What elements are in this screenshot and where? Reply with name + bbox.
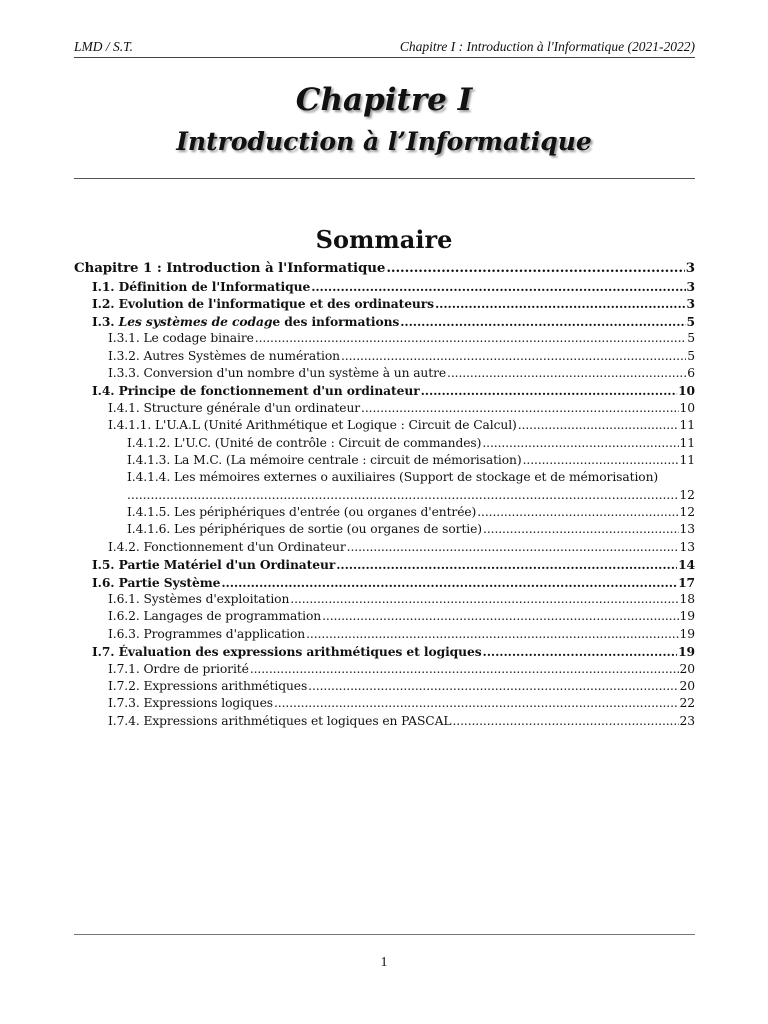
toc-entry[interactable] (74, 453, 695, 470)
toc-entry-label: I.2. Evolution de l'informatique et des ordinateurs (92, 296, 434, 312)
toc-entry-label: I.1. Définition de l'Informatique (92, 279, 311, 294)
header-course: LMD / S.T. (74, 39, 134, 54)
toc-entry-page: 17 (678, 574, 695, 590)
toc-entry-continuation[interactable] (74, 488, 695, 505)
header-chapter: Chapitre I : Introduction à l'Informatique (2021-2022) (399, 39, 695, 54)
toc-entry-page: 13 (679, 539, 695, 554)
footer-divider (74, 934, 695, 935)
toc-entry[interactable] (74, 331, 695, 348)
toc-entry-label: I.3. Les systèmes de codage des informations (92, 313, 400, 329)
toc-entry-page: 6 (687, 365, 695, 380)
toc-entry-label: I.7.2. Expressions arithmétiques (108, 678, 308, 693)
toc-entry-page: 23 (679, 713, 695, 728)
toc-entry[interactable] (74, 627, 695, 644)
toc-entry-page: 10 (679, 400, 695, 415)
toc-entry-page: 20 (679, 678, 695, 693)
toc-entry-label: I.4.1.5. Les périphériques d'entrée (ou organes d'entrée) (127, 505, 477, 520)
toc-entry-page: 12 (679, 487, 695, 502)
toc-entry[interactable] (74, 279, 695, 296)
title-divider (74, 178, 695, 179)
toc-entry-label: I.7.4. Expressions arithmétiques et logiques en PASCAL (108, 713, 452, 728)
toc-entry[interactable] (74, 696, 695, 713)
toc-entry-page: 3 (685, 260, 695, 276)
toc-entry-label: I.6. Partie Système (92, 574, 221, 590)
toc-entry-page: 19 (678, 644, 695, 660)
toc-entry-page: 19 (679, 609, 695, 624)
toc-entry-label: I.4. Principe de fonctionnement d'un ordinateur (92, 383, 420, 399)
table-of-contents (74, 260, 695, 731)
toc-entry[interactable] (74, 540, 695, 557)
toc-entry[interactable] (74, 349, 695, 366)
toc-entry-page: 3 (686, 279, 695, 294)
toc-entry[interactable] (74, 662, 695, 679)
toc-entry-label: I.3.3. Conversion d'un nombre d'un système à un autre (108, 365, 447, 380)
toc-entry-page: 5 (687, 348, 695, 363)
toc-entry[interactable] (74, 383, 695, 400)
toc-entry[interactable] (74, 522, 695, 539)
toc-entry-label: I.4.1.3. La M.C. (La mémoire centrale : circuit de mémorisation) (127, 452, 522, 467)
toc-entry-page: 19 (679, 626, 695, 641)
toc-entry-label: I.4.1.1. L'U.A.L (Unité Arithmétique et Logique : Circuit de Calcul) (108, 418, 517, 433)
toc-entry-label: I.4.1.2. L'U.C. (Unité de contrôle : Circuit de commandes) (127, 435, 482, 450)
toc-entry-label: I.6.1. Systèmes d'exploitation (108, 592, 290, 607)
toc-entry[interactable] (74, 401, 695, 418)
toc-entry[interactable] (74, 609, 695, 626)
toc-heading: Sommaire (315, 225, 453, 254)
toc-entry-page: 14 (678, 557, 695, 573)
toc-entry-label: I.4.1.6. Les périphériques de sortie (ou organes de sortie) (127, 522, 483, 537)
toc-entry-page: 11 (679, 418, 695, 433)
toc-entry-label: I.6.2. Langages de programmation (108, 609, 322, 624)
toc-entry-label: I.4.1. Structure générale d'un ordinateur (108, 400, 361, 415)
page-header (74, 41, 695, 58)
chapter-subtitle: Introduction à l’Informatique (176, 127, 592, 156)
toc-entry-page: 13 (679, 522, 695, 537)
toc-entry-label: I.7.1. Ordre de priorité (108, 661, 249, 676)
toc-entry-label: I.3.1. Le codage binaire (108, 331, 254, 346)
toc-entry[interactable] (74, 418, 695, 435)
toc-entry-page: 3 (686, 296, 695, 312)
toc-entry-page: 12 (679, 505, 695, 520)
toc-entry[interactable] (74, 470, 695, 487)
toc-entry-label: I.4.2. Fonctionnement d'un Ordinateur (108, 539, 346, 554)
toc-entry-page: 10 (678, 383, 695, 399)
toc-entry-page: 5 (687, 331, 695, 346)
toc-entry-page: 11 (679, 452, 695, 467)
toc-entry-page: 20 (679, 661, 695, 676)
page-number: 1 (380, 955, 388, 970)
toc-entry-label: I.7. Évaluation des expressions arithmétiques et logiques (92, 644, 482, 660)
toc-entry-label: I.4.1.4. Les mémoires externes o auxiliaires (Support de stockage et de mémorisation) (127, 470, 659, 485)
toc-entry[interactable] (74, 314, 695, 331)
toc-entry[interactable] (74, 557, 695, 574)
toc-entry-label: Chapitre 1 : Introduction à l'Informatique (74, 260, 386, 276)
toc-entry[interactable] (74, 260, 695, 279)
toc-entry-label: I.7.3. Expressions logiques (108, 696, 273, 711)
toc-entry[interactable] (74, 644, 695, 661)
toc-entry[interactable] (74, 592, 695, 609)
toc-entry-page: 11 (679, 435, 695, 450)
toc-entry[interactable] (74, 505, 695, 522)
toc-entry[interactable] (74, 296, 695, 313)
toc-entry[interactable] (74, 366, 695, 383)
toc-entry[interactable] (74, 575, 695, 592)
toc-entry-page: 5 (686, 313, 695, 329)
chapter-title: Chapitre I (295, 82, 473, 118)
toc-entry-label: I.5. Partie Matériel d'un Ordinateur (92, 557, 336, 573)
toc-entry[interactable] (74, 679, 695, 696)
toc-entry-label: I.3.2. Autres Systèmes de numération (108, 348, 340, 363)
toc-entry-page: 22 (679, 696, 695, 711)
toc-entry-label: I.6.3. Programmes d'application (108, 626, 306, 641)
toc-entry[interactable] (74, 714, 695, 731)
toc-entry[interactable] (74, 436, 695, 453)
toc-entry-page: 18 (679, 592, 695, 607)
